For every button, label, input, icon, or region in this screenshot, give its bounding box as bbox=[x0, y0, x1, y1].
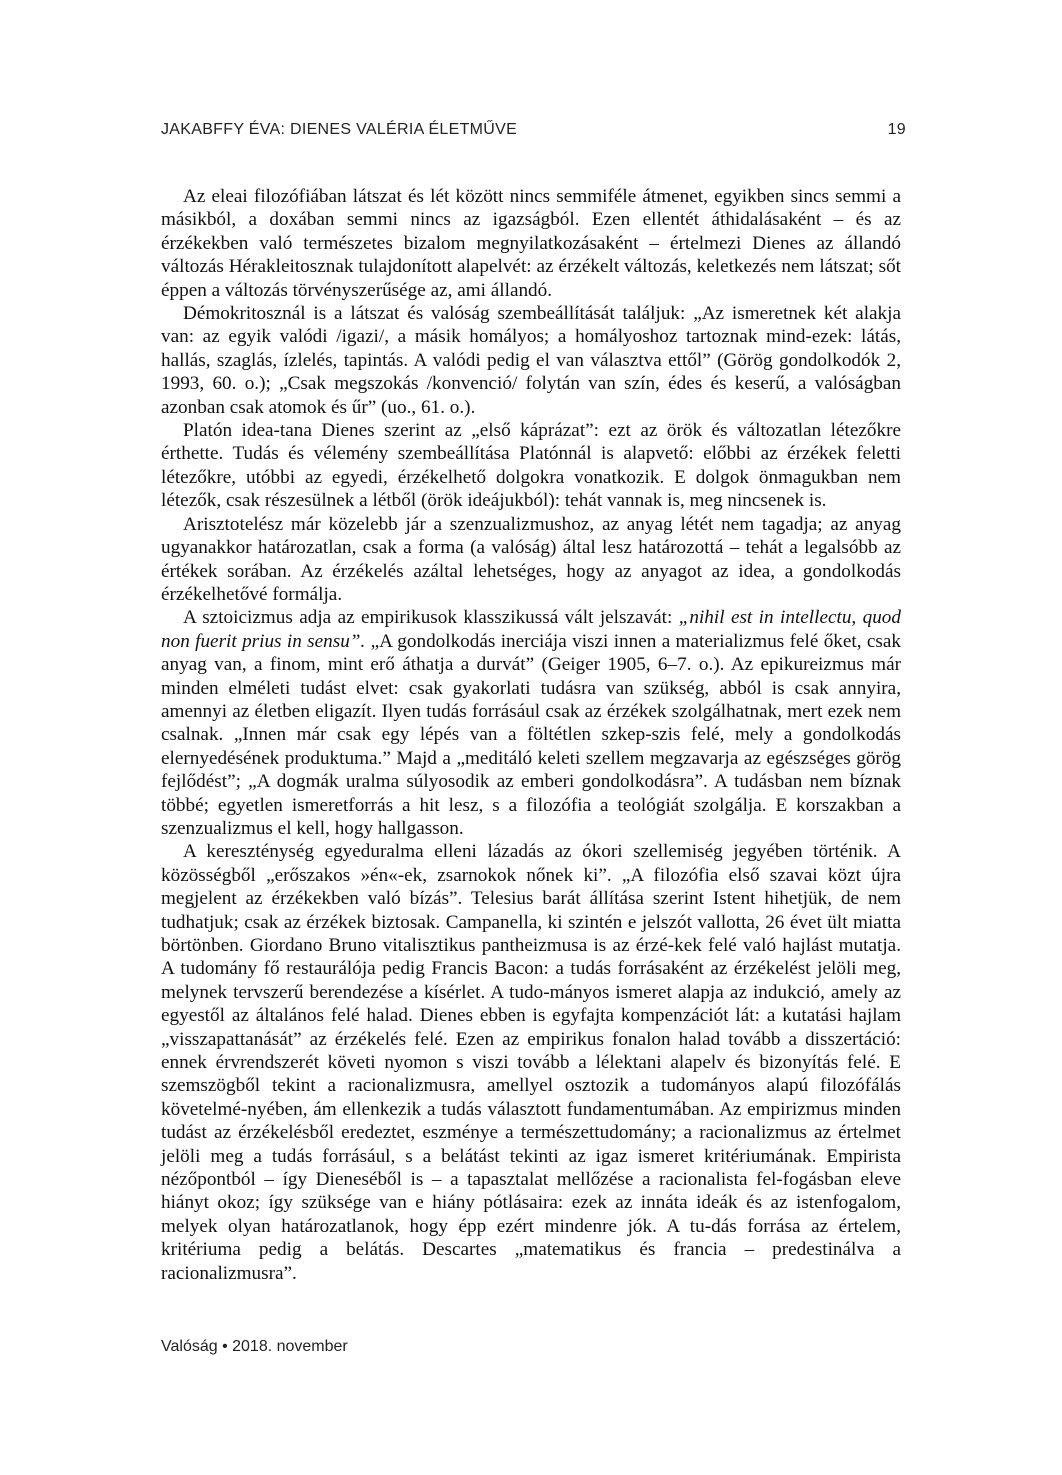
paragraph-democritus: Démokritosznál is a látszat és valóság szembeállítását találjuk: „Az ismeretnek két alakja van: az egyik valódi /igazi/, a másik homályos; a homályoshoz tartoznak mind-ezek: látás, hallás, szaglás, ízlelés, tapintás. A valódi pedig el van választva ettől” (Görög gondolkodók 2, 1993, 60. o.); „Csak megszokás /konvenció/ folytán van szín, édes és keserű, a valóságban azonban csak atomok és űr” (uo., 61. o.). bbox=[161, 303, 901, 418]
article-body bbox=[161, 185, 901, 1285]
running-header bbox=[161, 121, 906, 143]
paragraph-stoicism bbox=[161, 606, 901, 840]
running-footer: Valóság • 2018. november bbox=[161, 1338, 348, 1355]
page-number: 19 bbox=[887, 121, 906, 138]
paragraph-plato: Platón idea-tana Dienes szerint az „első káprázat”: ezt az örök és változatlan létezőkre érthette. Tudás és vélemény szembeállítása Platónnál is alapvető: előbbi az érzékek feletti létezőkre, utóbbi az egyedi, érzékelhető dolgokra vonatkozik. E dolgok önmagukban nem létezők, csak részesülnek a létből (örök ideájukból): tehát vannak is, meg nincsenek is. bbox=[161, 420, 901, 512]
paragraph-aristotle: Arisztotelész már közelebb jár a szenzualizmushoz, az anyag létét nem tagadja; az anyag ugyanakkor határozatlan, csak a forma (a valóság) által lesz határozottá – tehát a legalsóbb az értékek sorában. Az érzékelés azáltal lehetséges, hogy az anyagot az idea, a gondolkodás érzékelhetővé formálja. bbox=[161, 513, 901, 605]
running-title: JAKABFFY ÉVA: DIENES VALÉRIA ÉLETMŰVE bbox=[161, 121, 518, 138]
paragraph-eleatics: Az eleai filozófiában látszat és lét között nincs semmiféle átmenet, egyikben sincs semmi a másikból, a doxában semmi nincs az igazságból. Ezen ellentét áthidalásaként – és az érzékekben való természetes bizalom megnyilatkozásaként – értelmezi Dienes az állandó változás Hérakleitosznak tulajdonított alapelvét: az érzékelt változás, keletkezés nem látszat; sőt éppen a változás törvényszerűsége az, ami állandó. bbox=[161, 186, 901, 301]
paragraph-christianity: A kereszténység egyeduralma elleni lázadás az ókori szellemiség jegyében történik. A közösségből „erőszakos »én«-ek, zsarnokok nőnek ki”. „A filozófia első szavai közt újra megjelent az érzékekben való bízás”. Telesius barát állítása szerint Istent hihetjük, de nem tudhatjuk; csak az érzékek biztosak. Campanella, ki szintén e jelszót vallotta, 26 évet ült miatta börtönben. Giordano Bruno vitalisztikus pantheizmusa is az érzé-kek felé való hajlást mutatja. A tudomány fő restaurálója pedig Francis Bacon: a tudás forrásaként az érzékelést jelöli meg, melynek tervszerű berendezése a kísérlet. A tudo-mányos ismeret alapja az indukció, amely az egyestől az általános felé halad. Dienes ebben is egyfajta kompenzációt lát: a kutatási hajlam „visszapattanását” az érzékelés felé. Ezen az empirikus fonalon halad tovább a disszertáció: ennek érvrendszerét követi nyomon s viszi tovább a lélektani alapelv és bizonyítás felé. E szemszögből tekint a racionalizmusra, amellyel osztozik a tudományos alapú filozófálás követelmé-nyében, ám ellenkezik a tudás választott fundamentumában. Az empirizmus minden tudást az érzékelésből eredeztet, eszménye a természettudomány; a racionalizmus az értelmet jelöli meg a tudás forrásául, s a belátást tekinti az igaz ismeret kritériumának. Empirista nézőpontból – így Dieneséből is – a tapasztalat mellőzése a racionalista fel-fogásban eleve hiányt okoz; így szüksége van e hiány pótlásaira: ezek az innáta ideák és az istenfogalom, melyek olyan határozatlanok, hogy épp ezért mindenre jók. A tu-dás forrása az értelem, kritériuma pedig a belátás. Descartes „matematikus és francia – predestinálva a racionalizmusra”. bbox=[161, 841, 901, 1284]
latin-quote: „nihil est in intellectu, quod non fuerit prius in sensu”. bbox=[161, 607, 901, 652]
stoicism-rest: „A gondolkodás inerciája viszi innen a materializmus felé őket, csak anyag van, a finom, mint erő áthatja a durvát” (Geiger 1905, 6–7. o.). Az epikureizmus már minden elméleti tudást elvet: csak gyakorlati tudásra van szükség, abból is csak annyira, amennyi az életben eligazít. Ilyen tudás forrásául csak az érzékek szolgálhatnak, mert ezek nem csalnak. „Innen már csak egy lépés van a föltétlen szkep-szis felé, mely a gondolkodás elernyedésének produktuma.” Majd a „meditáló keleti szellem megzavarja az egészséges görög fejlődést”; „A dogmák uralma súlyosodik az emberi gondolkodásra”. A tudásban nem bíznak többé; egyetlen ismeretforrás a hit lesz, s a filozófia a teológiát szolgálja. E korszakban a szenzualizmus el kell, hogy hallgasson. bbox=[161, 630, 901, 839]
stoicism-lead: A sztoicizmus adja az empirikusok klasszikussá vált jelszavát: bbox=[183, 607, 679, 629]
